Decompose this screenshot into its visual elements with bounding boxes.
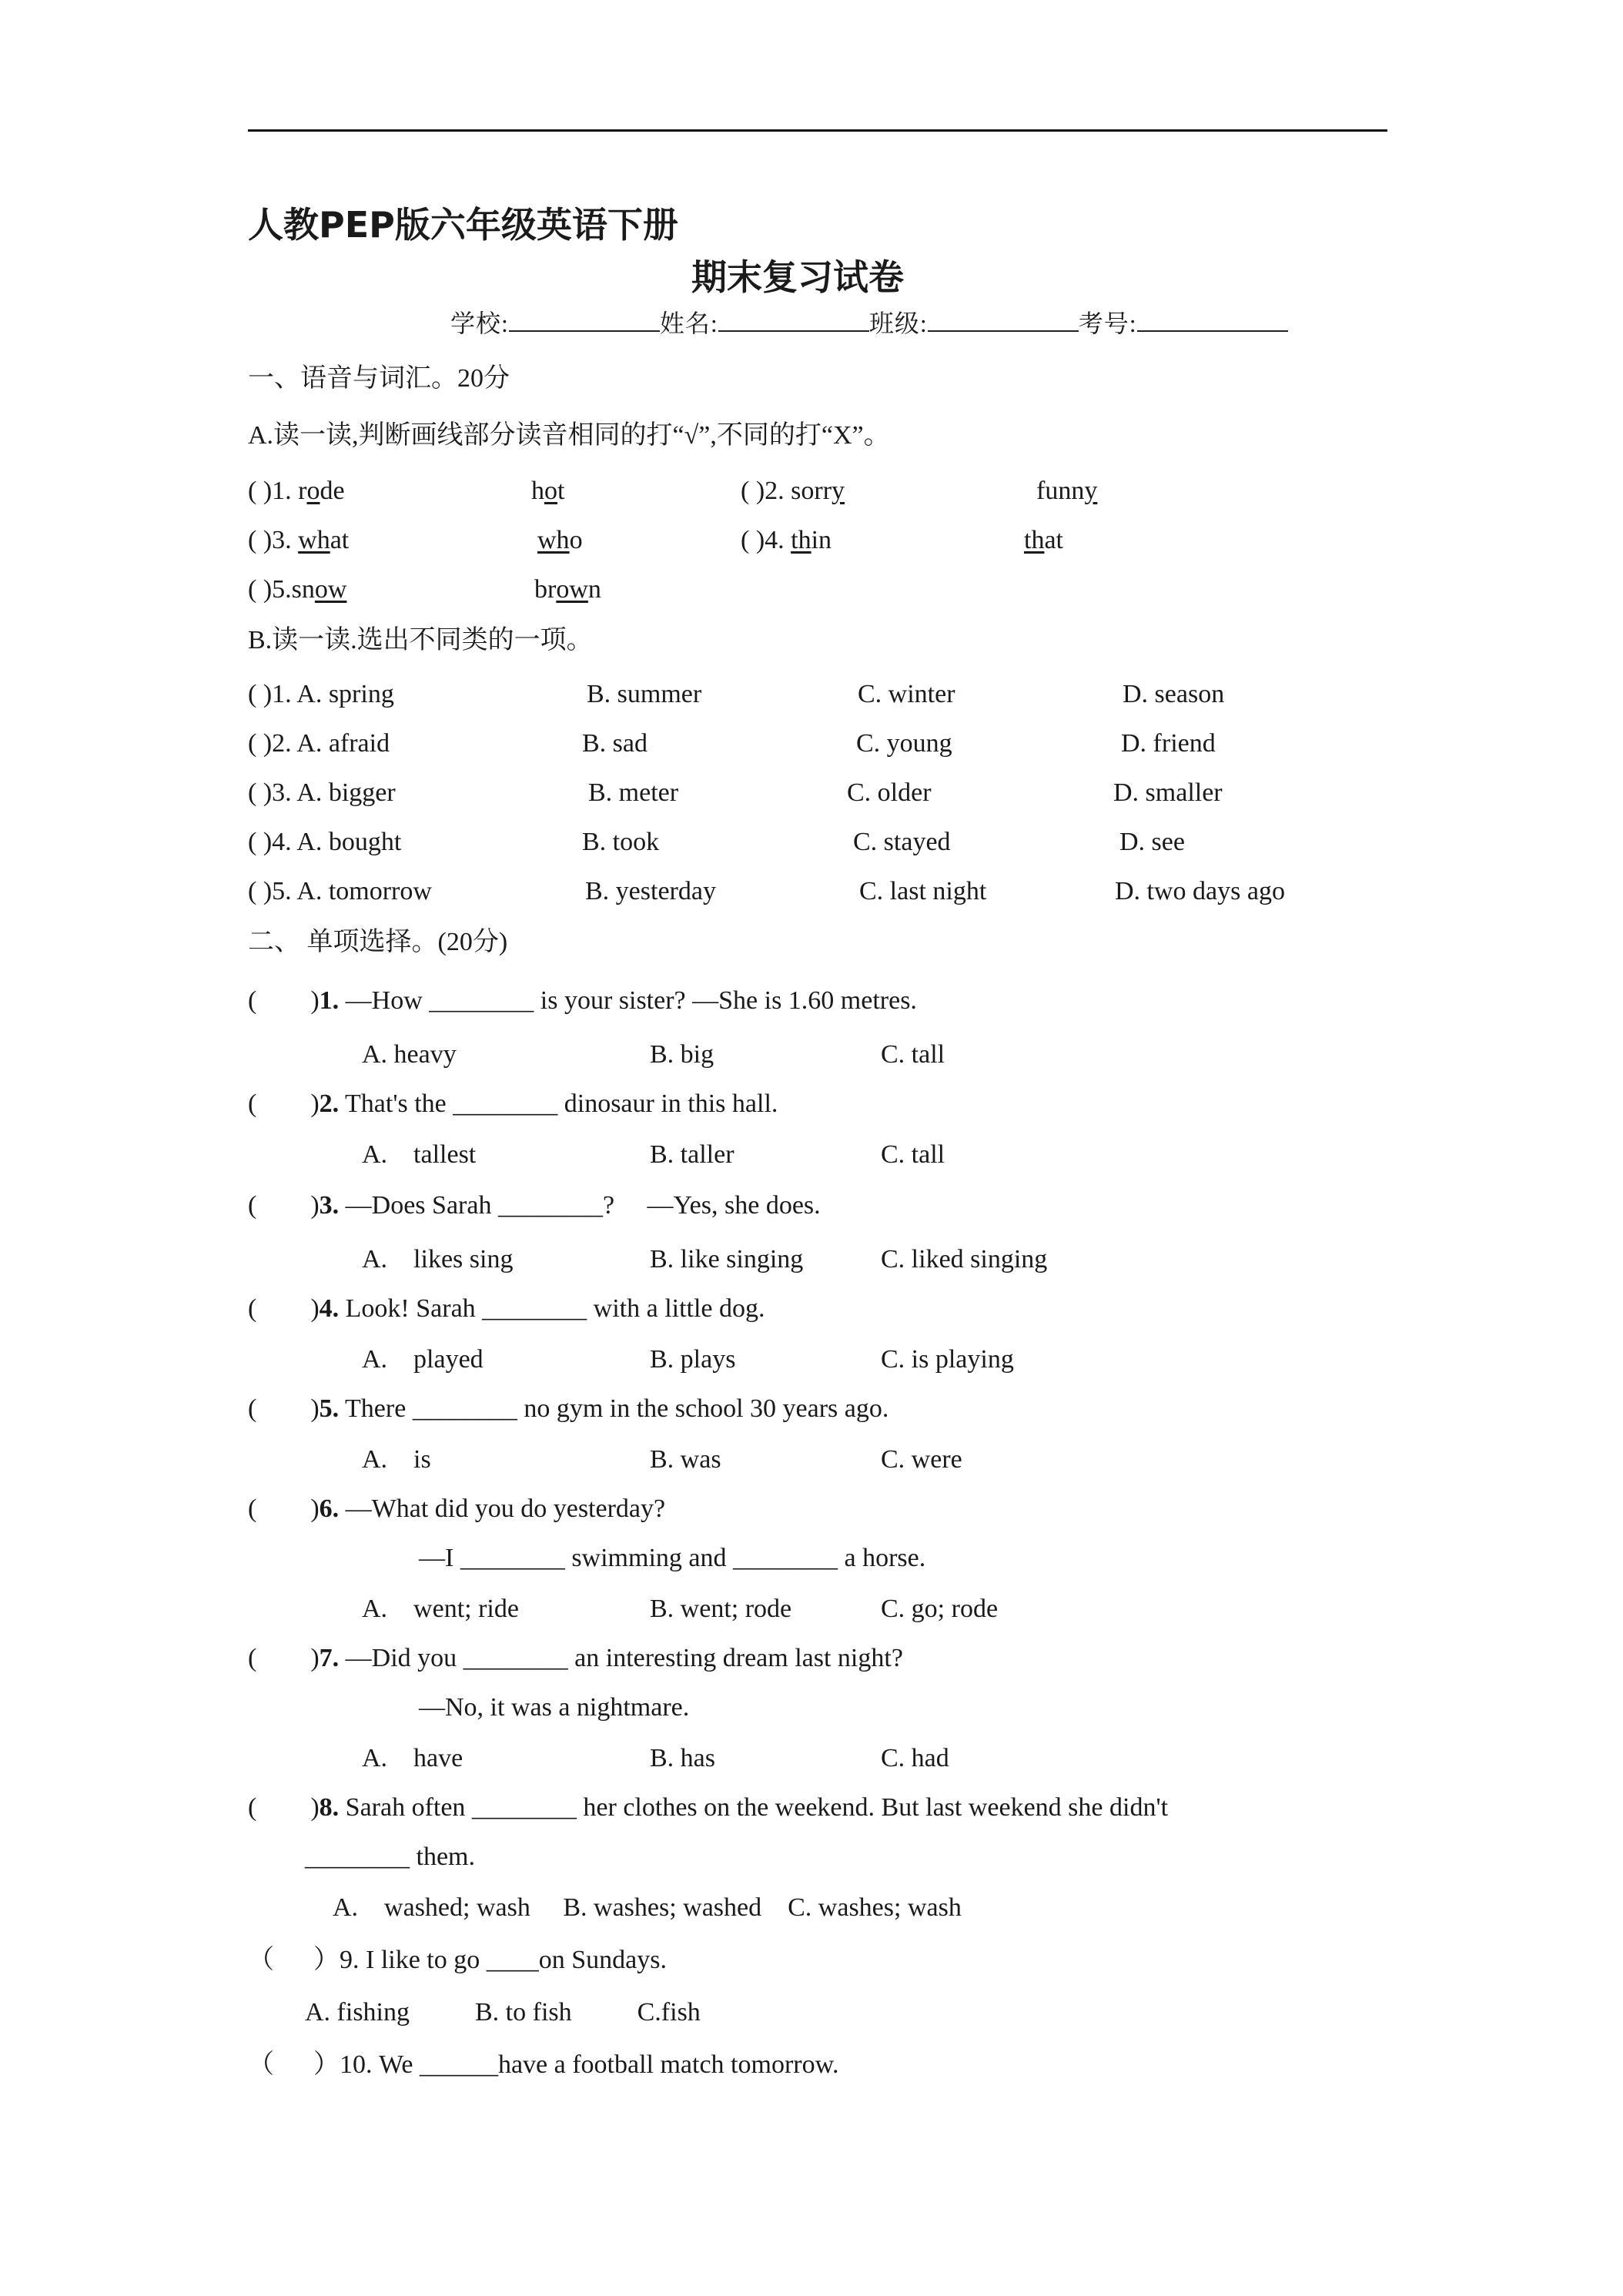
mc-q9-options: A. fishing B. to fish C.fish [305,1998,701,2027]
mc-question-1: ( )1. —How ________ is your sister? —She is 1.60 metres. [248,986,917,1015]
exam-number-label: 考号: [1078,310,1137,337]
mc-question-4: ( )4. Look! Sarah ________ with a little dog. [248,1294,765,1323]
mc-q7-option-c: C. had [881,1744,949,1772]
mc-q1-option-c: C. tall [881,1040,945,1069]
a-item-1-word2: hot [531,477,565,505]
b-item-4-c: C. stayed [853,828,951,856]
mc-q8-stem2: ________ them. [305,1842,475,1871]
part1-heading: 一、语音与词汇。20分 [248,364,510,393]
mc-q7-option-b: B. has [650,1744,715,1772]
b-item-2-d: D. friend [1121,729,1216,758]
name-label: 姓名: [659,310,718,337]
mc-q1-option-b: B. big [650,1040,714,1069]
b-item-4-d: D. see [1119,828,1185,856]
title-line-1: 人教PEP版六年级英语下册 [248,204,678,246]
a-item-1: ( )1. rode [248,477,345,505]
b-item-2-q: ( )2. A. afraid [248,729,390,758]
mc-q5-option-a: A. is [362,1445,431,1474]
mc-question-3: ( )3. —Does Sarah ________? —Yes, she does. [248,1191,821,1220]
a-item-5-word2: brown [534,575,601,604]
mc-q7-stem2: —No, it was a nightmare. [419,1693,690,1722]
mc-question-10: （ ）10. We ______have a football match tomorrow. [248,2050,839,2079]
school-label: 学校: [450,310,509,337]
mc-question-9: （ ）9. I like to go ____on Sundays. [248,1946,667,1974]
mc-q2-option-c: C. tall [881,1140,945,1169]
part1-a-instruction: A.读一读,判断画线部分读音相同的打“√”,不同的打“X”。 [248,421,890,450]
mc-q2-option-b: B. taller [650,1140,735,1169]
b-item-5-d: D. two days ago [1115,877,1285,905]
mc-question-5: ( )5. There ________ no gym in the school 30 years ago. [248,1394,889,1423]
b-item-4-q: ( )4. A. bought [248,828,402,856]
mc-q3-option-b: B. like singing [650,1245,804,1274]
mc-q3-option-c: C. liked singing [881,1245,1048,1274]
b-item-4-b: B. took [582,828,660,856]
mc-q8-options: A. washed; wash B. washes; washed C. washes; wash [333,1893,962,1922]
mc-question-2: ( )2. That's the ________ dinosaur in this hall. [248,1089,778,1118]
a-item-2: ( )2. sorry [741,477,845,505]
mc-q6-stem2: —I ________ swimming and ________ a horse. [419,1544,926,1572]
b-item-5-b: B. yesterday [585,877,716,905]
mc-q4-option-b: B. plays [650,1345,736,1374]
mc-q3-option-a: A. likes sing [362,1245,514,1274]
b-item-1-c: C. winter [858,680,955,708]
class-label: 班级: [868,310,928,337]
mc-question-8: ( )8. Sarah often ________ her clothes on the weekend. But last weekend she didn't [248,1793,1169,1822]
mc-q5-option-b: B. was [650,1445,721,1474]
mc-q4-option-c: C. is playing [881,1345,1014,1374]
school-blank[interactable] [509,307,660,332]
b-item-1-d: D. season [1123,680,1225,708]
b-item-3-d: D. smaller [1113,778,1223,807]
a-item-4: ( )4. thin [741,526,832,554]
name-blank[interactable] [718,307,869,332]
mc-q4-option-a: A. played [362,1345,484,1374]
b-item-3-b: B. meter [588,778,679,807]
b-item-2-b: B. sad [582,729,648,758]
mc-q2-option-a: A. tallest [362,1140,477,1169]
a-item-3-word2: who [537,526,583,554]
b-item-1-b: B. summer [587,680,702,708]
top-rule [248,129,1387,132]
mc-q6-option-a: A. went; ride [362,1595,519,1623]
a-item-4-word2: that [1024,526,1063,554]
mc-question-7: ( )7. —Did you ________ an interesting dream last night? [248,1644,903,1672]
b-item-1-q: ( )1. A. spring [248,680,394,708]
a-item-3: ( )3. what [248,526,350,554]
mc-q6-option-c: C. go; rode [881,1595,999,1623]
b-item-3-q: ( )3. A. bigger [248,778,396,807]
b-item-2-c: C. young [856,729,952,758]
mc-q5-option-c: C. were [881,1445,962,1474]
b-item-3-c: C. older [847,778,932,807]
a-item-2-word2: funny [1036,477,1098,505]
a-item-5: ( )5.snow [248,575,347,604]
b-item-5-c: C. last night [859,877,987,905]
mc-q1-option-a: A. heavy [362,1040,457,1069]
part2-heading: 二、 单项选择。(20分) [248,928,508,956]
mc-q7-option-a: A. have [362,1744,463,1772]
student-info-row [450,306,1288,340]
mc-question-6: ( )6. —What did you do yesterday? [248,1494,666,1523]
class-blank[interactable] [928,307,1079,332]
b-item-5-q: ( )5. A. tomorrow [248,877,432,905]
mc-q6-option-b: B. went; rode [650,1595,792,1623]
title-line-2: 期末复习试卷 [691,256,904,298]
exam-number-blank[interactable] [1137,307,1288,332]
part1-b-instruction: B.读一读.选出不同类的一项。 [248,626,593,654]
